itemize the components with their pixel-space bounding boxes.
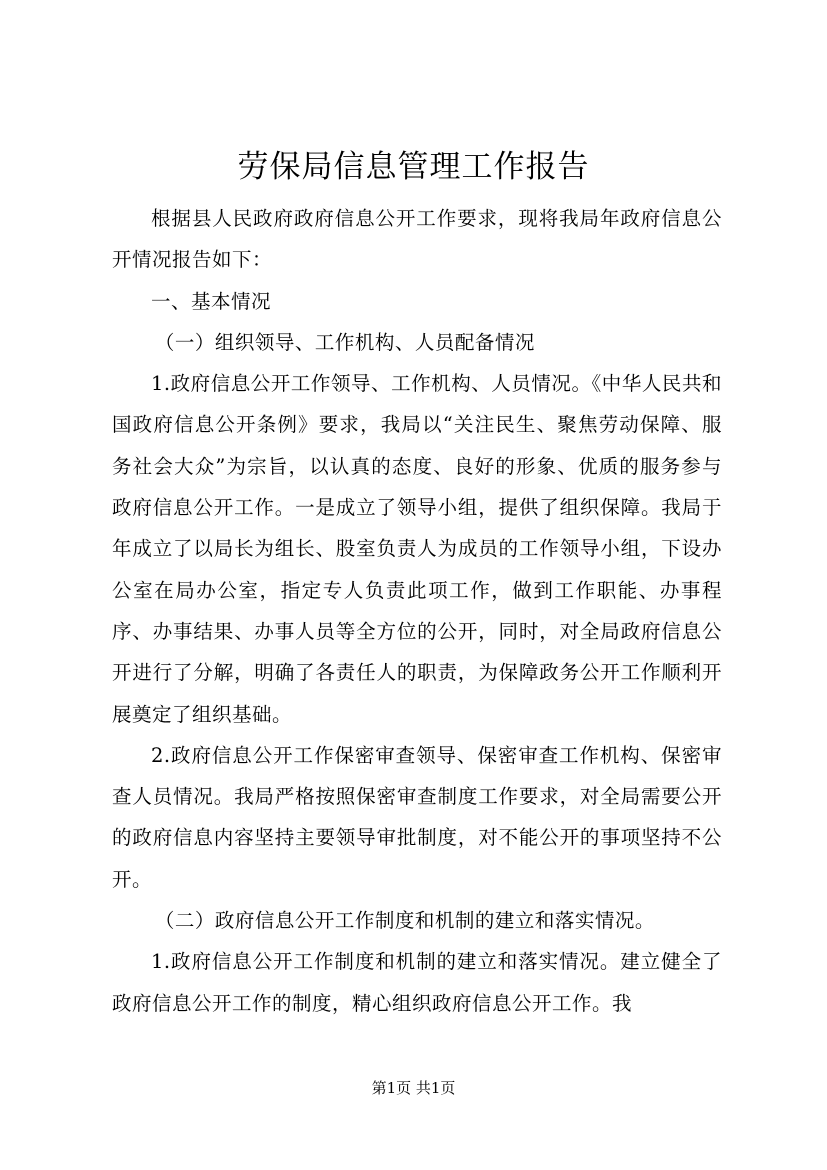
page-number-footer: 第1页 共1页 [371,1079,456,1097]
document-body [112,198,722,1024]
paragraph-system: 1.政府信息公开工作制度和机制的建立和落实情况。建立健全了政府信息公开工作的制度，精心组织政府信息公开工作。我 [112,950,722,1015]
heading-basic-situation: 一、基本情况 [151,289,272,313]
subheading-system: （二）政府信息公开工作制度和机制的建立和落实情况。 [154,909,655,933]
paragraph-intro: 根据县人民政府政府信息公开工作要求，现将我局年政府信息公开情况报告如下： [112,207,722,272]
paragraph-leadership: 1.政府信息公开工作领导、工作机构、人员情况。《中华人民共和国政府信息公开条例》要求，我局以“关注民生、聚焦劳动保障、服务社会大众”为宗旨，以认真的态度、良好的形象、优质的服务参与政府信息公开工作。一是成立了领导小组，提供了组织保障。我局于年成立了以局长为组长、股室负责人为成员的工作领导小组，下设办公室在局办公室，指定专人负责此项工作，做到工作职能、办事程序、办事结果、办事人员等全方位的公开，同时，对全局政府信息公开进行了分解，明确了各责任人的职责，为保障政务公开工作顺利开展奠定了组织基础。 [112,372,722,726]
subheading-organization: （一）组织领导、工作机构、人员配备情况 [154,330,535,354]
document-title: 劳保局信息管理工作报告 [237,149,590,185]
paragraph-confidentiality: 2.政府信息公开工作保密审查领导、保密审查工作机构、保密审查人员情况。我局严格按照保密审查制度工作要求，对全局需要公开的政府信息内容坚持主要领导审批制度，对不能公开的事项坚持不公开。 [112,743,722,891]
